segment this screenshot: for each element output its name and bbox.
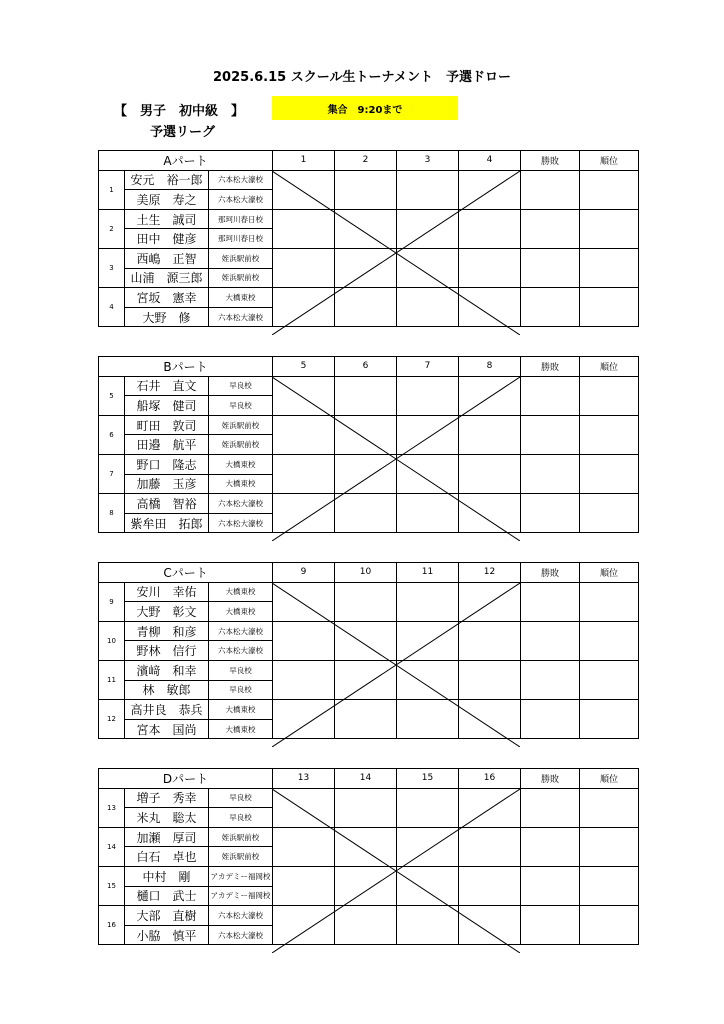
result-cell — [459, 788, 521, 827]
player-name: 山浦 源三郎 — [125, 268, 209, 288]
school-name: 姪浜駅前校 — [209, 827, 273, 847]
result-cell — [521, 827, 580, 866]
result-cell — [459, 827, 521, 866]
result-cell — [273, 248, 335, 287]
result-cell — [397, 209, 459, 248]
result-cell — [459, 248, 521, 287]
player-row — [99, 788, 639, 808]
player-name: 高橋 智裕 — [125, 494, 209, 514]
entry-number: 16 — [99, 906, 125, 945]
rank-header: 順位 — [580, 151, 639, 171]
entry-number: 2 — [99, 209, 125, 248]
entry-number: 13 — [99, 788, 125, 827]
entry-number: 3 — [99, 248, 125, 287]
match-column-header: 6 — [335, 357, 397, 377]
player-row — [99, 582, 639, 602]
match-column-header: 12 — [459, 563, 521, 583]
stage-label: 予選リーグ — [150, 125, 216, 140]
player-name: 大野 彰文 — [125, 602, 209, 622]
player-name: 樋口 武士 — [125, 886, 209, 906]
entry-number: 4 — [99, 288, 125, 327]
player-row — [99, 827, 639, 847]
match-column-header: 4 — [459, 151, 521, 171]
result-cell — [335, 866, 397, 905]
entry-number: 7 — [99, 454, 125, 493]
result-cell — [580, 494, 639, 533]
player-name: 田中 健彦 — [125, 229, 209, 249]
result-cell — [335, 170, 397, 209]
player-name: 野口 隆志 — [125, 454, 209, 474]
school-name: 那珂川春日校 — [209, 209, 273, 229]
player-name: 船塚 健司 — [125, 396, 209, 416]
player-name: 青柳 和彦 — [125, 621, 209, 641]
school-name: 大橋東校 — [209, 719, 273, 739]
result-cell — [580, 827, 639, 866]
entry-number: 10 — [99, 621, 125, 660]
school-name: 大橋東校 — [209, 602, 273, 622]
school-name: 六本松大濠校 — [209, 641, 273, 661]
rank-header: 順位 — [580, 357, 639, 377]
player-name: 加藤 玉彦 — [125, 474, 209, 494]
result-cell — [521, 248, 580, 287]
player-name: 中村 剛 — [125, 866, 209, 886]
result-cell — [273, 788, 335, 827]
result-cell — [397, 494, 459, 533]
result-cell — [397, 906, 459, 945]
result-cell — [580, 788, 639, 827]
player-row — [99, 700, 639, 720]
part-table — [98, 562, 638, 739]
result-cell — [580, 415, 639, 454]
result-cell — [580, 376, 639, 415]
result-cell — [335, 827, 397, 866]
result-cell — [459, 454, 521, 493]
result-cell — [335, 494, 397, 533]
result-cell — [459, 866, 521, 905]
result-cell — [273, 700, 335, 739]
entry-number: 5 — [99, 376, 125, 415]
record-header: 勝敗 — [521, 151, 580, 171]
player-row — [99, 621, 639, 641]
result-cell — [580, 700, 639, 739]
result-cell — [521, 582, 580, 621]
player-name: 石井 直文 — [125, 376, 209, 396]
school-name: 大橋東校 — [209, 700, 273, 720]
match-column-header: 9 — [273, 563, 335, 583]
player-name: 安川 幸佑 — [125, 582, 209, 602]
entry-number: 14 — [99, 827, 125, 866]
entry-number: 8 — [99, 494, 125, 533]
entry-number: 9 — [99, 582, 125, 621]
player-name: 加瀬 厚司 — [125, 827, 209, 847]
player-name: 林 敏郎 — [125, 680, 209, 700]
result-cell — [273, 660, 335, 699]
school-name: 那珂川春日校 — [209, 229, 273, 249]
player-name: 高井良 恭兵 — [125, 700, 209, 720]
result-cell — [459, 494, 521, 533]
result-cell — [459, 288, 521, 327]
result-cell — [273, 415, 335, 454]
result-cell — [521, 494, 580, 533]
school-name: 六本松大濠校 — [209, 190, 273, 210]
result-cell — [459, 170, 521, 209]
result-cell — [521, 288, 580, 327]
player-name: 西嶋 正智 — [125, 248, 209, 268]
page-title: 2025.6.15 スクール生トーナメント 予選ドロー — [213, 70, 511, 85]
result-cell — [335, 248, 397, 287]
result-cell — [521, 700, 580, 739]
result-cell — [335, 906, 397, 945]
match-column-header: 14 — [335, 769, 397, 789]
entry-number: 6 — [99, 415, 125, 454]
match-column-header: 15 — [397, 769, 459, 789]
result-cell — [521, 376, 580, 415]
player-name: 濱﨑 和幸 — [125, 660, 209, 680]
result-cell — [273, 621, 335, 660]
match-column-header: 13 — [273, 769, 335, 789]
rank-header: 順位 — [580, 769, 639, 789]
player-name: 白石 卓也 — [125, 847, 209, 867]
result-cell — [335, 621, 397, 660]
result-cell — [459, 582, 521, 621]
part-name: Cパート — [99, 563, 273, 583]
school-name: 姪浜駅前校 — [209, 435, 273, 455]
result-cell — [580, 660, 639, 699]
school-name: 早良校 — [209, 660, 273, 680]
record-header: 勝敗 — [521, 769, 580, 789]
result-cell — [335, 700, 397, 739]
school-name: 姪浜駅前校 — [209, 248, 273, 268]
result-cell — [580, 906, 639, 945]
result-cell — [397, 454, 459, 493]
result-cell — [273, 454, 335, 493]
school-name: 六本松大濠校 — [209, 621, 273, 641]
part-name: Dパート — [99, 769, 273, 789]
result-cell — [521, 621, 580, 660]
entry-number: 1 — [99, 170, 125, 209]
gathering-time-banner: 集合 9:20まで — [272, 96, 458, 120]
result-cell — [459, 209, 521, 248]
result-cell — [397, 376, 459, 415]
match-column-header: 10 — [335, 563, 397, 583]
result-cell — [521, 454, 580, 493]
match-column-header: 11 — [397, 563, 459, 583]
school-name: アカデミー福岡校 — [209, 886, 273, 906]
school-name: 大橋東校 — [209, 454, 273, 474]
record-header: 勝敗 — [521, 563, 580, 583]
match-column-header: 1 — [273, 151, 335, 171]
result-cell — [521, 906, 580, 945]
match-column-header: 2 — [335, 151, 397, 171]
school-name: 大橋東校 — [209, 582, 273, 602]
part-table — [98, 150, 638, 327]
result-cell — [335, 582, 397, 621]
result-cell — [580, 170, 639, 209]
result-cell — [397, 660, 459, 699]
result-cell — [459, 621, 521, 660]
result-cell — [521, 660, 580, 699]
entry-number: 11 — [99, 660, 125, 699]
result-cell — [273, 906, 335, 945]
player-name: 田邉 航平 — [125, 435, 209, 455]
result-cell — [273, 209, 335, 248]
school-name: 早良校 — [209, 808, 273, 828]
school-name: 早良校 — [209, 396, 273, 416]
result-cell — [580, 248, 639, 287]
result-cell — [521, 866, 580, 905]
result-cell — [335, 788, 397, 827]
record-header: 勝敗 — [521, 357, 580, 377]
part-name: Bパート — [99, 357, 273, 377]
player-name: 宮坂 憲幸 — [125, 288, 209, 308]
result-cell — [459, 415, 521, 454]
school-name: 姪浜駅前校 — [209, 415, 273, 435]
result-cell — [335, 454, 397, 493]
school-name: 六本松大濠校 — [209, 513, 273, 533]
result-cell — [521, 209, 580, 248]
player-name: 大野 修 — [125, 307, 209, 327]
result-cell — [335, 376, 397, 415]
school-name: 六本松大濠校 — [209, 906, 273, 926]
player-row — [99, 248, 639, 268]
result-cell — [459, 376, 521, 415]
player-name: 大部 直樹 — [125, 906, 209, 926]
player-name: 土生 誠司 — [125, 209, 209, 229]
player-row — [99, 454, 639, 474]
result-cell — [273, 288, 335, 327]
result-cell — [580, 582, 639, 621]
rank-header: 順位 — [580, 563, 639, 583]
result-cell — [273, 827, 335, 866]
school-name: 早良校 — [209, 376, 273, 396]
result-cell — [397, 582, 459, 621]
result-cell — [580, 866, 639, 905]
match-column-header: 16 — [459, 769, 521, 789]
match-column-header: 3 — [397, 151, 459, 171]
entry-number: 15 — [99, 866, 125, 905]
school-name: 六本松大濠校 — [209, 925, 273, 945]
result-cell — [397, 700, 459, 739]
result-cell — [397, 788, 459, 827]
result-cell — [580, 454, 639, 493]
part-name: Aパート — [99, 151, 273, 171]
result-cell — [273, 376, 335, 415]
result-cell — [580, 209, 639, 248]
player-row — [99, 170, 639, 190]
result-cell — [580, 621, 639, 660]
result-cell — [580, 288, 639, 327]
player-name: 町田 敦司 — [125, 415, 209, 435]
result-cell — [459, 660, 521, 699]
school-name: 大橋東校 — [209, 288, 273, 308]
player-name: 美原 寿之 — [125, 190, 209, 210]
result-cell — [273, 582, 335, 621]
result-cell — [397, 827, 459, 866]
player-row — [99, 866, 639, 886]
result-cell — [335, 660, 397, 699]
school-name: 大橋東校 — [209, 474, 273, 494]
result-cell — [459, 906, 521, 945]
result-cell — [397, 248, 459, 287]
part-table — [98, 356, 638, 533]
match-column-header: 7 — [397, 357, 459, 377]
result-cell — [273, 866, 335, 905]
player-name: 増子 秀幸 — [125, 788, 209, 808]
result-cell — [459, 700, 521, 739]
result-cell — [397, 170, 459, 209]
division-label: 【 男子 初中級 】 — [114, 104, 245, 119]
result-cell — [273, 170, 335, 209]
school-name: アカデミー福岡校 — [209, 866, 273, 886]
result-cell — [335, 209, 397, 248]
player-name: 宮本 国尚 — [125, 719, 209, 739]
player-row — [99, 209, 639, 229]
result-cell — [397, 415, 459, 454]
result-cell — [521, 170, 580, 209]
school-name: 六本松大濠校 — [209, 494, 273, 514]
entry-number: 12 — [99, 700, 125, 739]
player-name: 米丸 聡太 — [125, 808, 209, 828]
player-name: 紫牟田 拓郎 — [125, 513, 209, 533]
match-column-header: 5 — [273, 357, 335, 377]
player-row — [99, 660, 639, 680]
result-cell — [335, 415, 397, 454]
part-table — [98, 768, 638, 945]
result-cell — [397, 621, 459, 660]
result-cell — [273, 494, 335, 533]
result-cell — [397, 866, 459, 905]
result-cell — [335, 288, 397, 327]
result-cell — [521, 415, 580, 454]
result-cell — [521, 788, 580, 827]
school-name: 早良校 — [209, 680, 273, 700]
school-name: 早良校 — [209, 788, 273, 808]
player-name: 安元 裕一郎 — [125, 170, 209, 190]
result-cell — [397, 288, 459, 327]
school-name: 六本松大濠校 — [209, 307, 273, 327]
player-row — [99, 288, 639, 308]
player-row — [99, 415, 639, 435]
player-row — [99, 494, 639, 514]
school-name: 姪浜駅前校 — [209, 268, 273, 288]
player-name: 野林 信行 — [125, 641, 209, 661]
player-row — [99, 376, 639, 396]
match-column-header: 8 — [459, 357, 521, 377]
player-name: 小脇 慎平 — [125, 925, 209, 945]
school-name: 姪浜駅前校 — [209, 847, 273, 867]
school-name: 六本松大濠校 — [209, 170, 273, 190]
player-row — [99, 906, 639, 926]
